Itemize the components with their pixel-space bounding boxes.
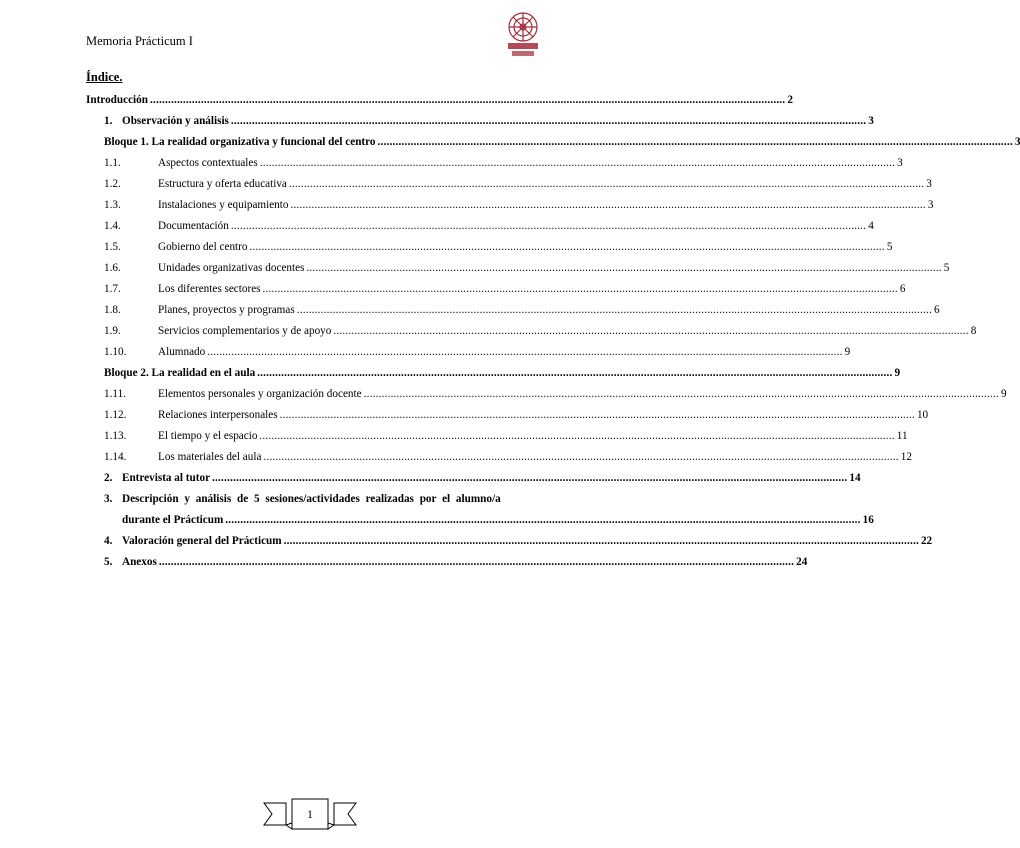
toc-entry-1-7[interactable]	[86, 279, 906, 300]
toc-number: 1.14.	[104, 451, 127, 463]
toc-page: 5	[886, 241, 893, 253]
toc-dots: ....................................................................................................................................................................................................................	[333, 325, 969, 337]
page-number-ribbon	[262, 797, 358, 831]
toc-number: 1.12.	[104, 409, 127, 421]
toc-entry-introduccion[interactable]	[86, 90, 793, 111]
toc-number: 1.9.	[104, 325, 121, 337]
toc-label: Estructura y oferta educativa	[158, 178, 287, 190]
table-of-contents	[86, 90, 1020, 573]
toc-label: Servicios complementarios y de apoyo	[158, 325, 332, 337]
toc-number: 1.6.	[104, 262, 121, 274]
toc-page: 3	[868, 115, 874, 127]
toc-label: Planes, proyectos y programas	[158, 304, 295, 316]
toc-entry-1-1[interactable]	[86, 153, 903, 174]
toc-label: Bloque 1. La realidad organizativa y funcional del centro	[104, 136, 376, 148]
toc-number: 1.	[104, 115, 113, 127]
index-heading: Índice.	[86, 70, 123, 84]
toc-dots: ....................................................................................................................................................................................................................	[283, 535, 919, 547]
toc-label: Anexos	[122, 556, 157, 568]
toc-dots: ....................................................................................................................................................................................................................	[225, 514, 861, 526]
toc-page: 3	[927, 199, 934, 211]
toc-page: 5	[943, 262, 950, 274]
toc-dots: ....................................................................................................................................................................................................................	[263, 451, 899, 463]
toc-page: 10	[916, 409, 929, 421]
toc-page: 11	[896, 430, 908, 442]
toc-dots: ....................................................................................................................................................................................................................	[296, 304, 933, 316]
toc-page: 6	[934, 304, 940, 316]
toc-entry-entrevista[interactable]	[86, 468, 861, 489]
toc-entry-valoracion[interactable]	[86, 531, 933, 552]
toc-number: 1.3.	[104, 199, 121, 211]
toc-page: 16	[862, 514, 874, 526]
toc-number: 4.	[104, 535, 113, 547]
toc-number: 1.10.	[104, 346, 127, 358]
toc-dots: ....................................................................................................................................................................................................................	[230, 115, 867, 127]
toc-page: 3	[926, 178, 932, 190]
university-logo	[506, 10, 540, 60]
toc-label: Los diferentes sectores	[158, 283, 261, 295]
toc-page: 24	[796, 556, 808, 568]
toc-number: 1.1.	[104, 157, 121, 169]
toc-page: 14	[849, 472, 861, 484]
toc-dots: ....................................................................................................................................................................................................................	[377, 136, 1013, 148]
toc-label: Introducción	[86, 94, 148, 106]
toc-dots: ....................................................................................................................................................................................................................	[288, 178, 925, 190]
toc-label: Instalaciones y equipamiento	[158, 199, 289, 211]
toc-dots: ....................................................................................................................................................................................................................	[149, 94, 786, 106]
toc-entry-1-5[interactable]	[86, 237, 893, 258]
toc-number: 1.13.	[104, 430, 127, 442]
toc-number: 1.2.	[104, 178, 121, 190]
toc-label: Entrevista al tutor	[122, 472, 211, 484]
toc-number: 1.4.	[104, 220, 121, 232]
toc-label: Gobierno del centro	[158, 241, 248, 253]
toc-dots: ....................................................................................................................................................................................................................	[158, 556, 795, 568]
toc-label: Los materiales del aula	[158, 451, 262, 463]
toc-label: El tiempo y el espacio	[158, 430, 258, 442]
toc-entry-observacion[interactable]	[86, 111, 874, 132]
page-number: 1	[307, 807, 313, 821]
toc-entry-1-6[interactable]	[86, 258, 950, 279]
toc-number: 1.5.	[104, 241, 121, 253]
toc-page: 9	[894, 367, 901, 379]
toc-label: Observación y análisis	[122, 115, 229, 127]
toc-page: 3	[897, 157, 903, 169]
toc-label: Bloque 2. La realidad en el aula	[104, 367, 256, 379]
toc-label: Descripción y análisis de 5 sesiones/actividades realizadas por el alumno/a	[122, 493, 501, 505]
toc-dots: ....................................................................................................................................................................................................................	[259, 430, 895, 442]
toc-entry-1-9[interactable]	[86, 321, 977, 342]
toc-dots: ....................................................................................................................................................................................................................	[257, 367, 893, 379]
toc-page: 9	[1000, 388, 1007, 400]
toc-page: 9	[844, 346, 851, 358]
toc-dots: ....................................................................................................................................................................................................................	[249, 241, 885, 253]
toc-entry-bloque-1[interactable]	[86, 132, 1020, 153]
toc-label: Documentación	[158, 220, 229, 232]
toc-dots: ....................................................................................................................................................................................................................	[259, 157, 896, 169]
toc-page: 22	[920, 535, 933, 547]
toc-dots: ....................................................................................................................................................................................................................	[207, 346, 843, 358]
toc-entry-1-14[interactable]	[86, 447, 912, 468]
toc-entry-1-8[interactable]	[86, 300, 940, 321]
toc-entry-1-3[interactable]	[86, 195, 934, 216]
toc-label: Elementos personales y organización docente	[158, 388, 362, 400]
toc-entry-descripcion[interactable]	[86, 489, 541, 510]
toc-label: Valoración general del Prácticum	[122, 535, 282, 547]
toc-entry-descripcion-cont[interactable]	[86, 510, 874, 531]
header-title: Memoria Prácticum I	[86, 34, 193, 48]
toc-dots: ....................................................................................................................................................................................................................	[230, 220, 867, 232]
toc-number: 5.	[104, 556, 113, 568]
toc-number: 1.7.	[104, 283, 121, 295]
toc-entry-1-12[interactable]	[86, 405, 929, 426]
toc-entry-1-2[interactable]	[86, 174, 932, 195]
toc-label: Alumnado	[158, 346, 206, 358]
toc-entry-bloque-2[interactable]	[86, 363, 901, 384]
toc-number: 1.8.	[104, 304, 121, 316]
toc-label: Relaciones interpersonales	[158, 409, 278, 421]
toc-page: 8	[970, 325, 977, 337]
toc-label: Aspectos contextuales	[158, 157, 258, 169]
toc-dots: ....................................................................................................................................................................................................................	[212, 472, 848, 484]
toc-entry-1-10[interactable]	[86, 342, 851, 363]
toc-dots: ....................................................................................................................................................................................................................	[279, 409, 915, 421]
toc-page: 2	[787, 94, 793, 106]
toc-entry-1-4[interactable]	[86, 216, 874, 237]
toc-number: 2.	[104, 472, 113, 484]
toc-dots: ....................................................................................................................................................................................................................	[290, 199, 926, 211]
toc-number: 3.	[104, 493, 113, 505]
toc-number: 1.11.	[104, 388, 126, 400]
toc-entry-1-13[interactable]	[86, 426, 908, 447]
toc-label: Unidades organizativas docentes	[158, 262, 305, 274]
toc-page: 12	[900, 451, 912, 463]
toc-dots: ....................................................................................................................................................................................................................	[363, 388, 999, 400]
toc-entry-1-11[interactable]	[86, 384, 1007, 405]
toc-page: 6	[899, 283, 906, 295]
toc-label-continued: durante el Prácticum	[122, 514, 224, 526]
toc-page: 3	[1014, 136, 1020, 148]
toc-entry-anexos[interactable]	[86, 552, 808, 573]
toc-page: 4	[868, 220, 874, 232]
toc-dots: ....................................................................................................................................................................................................................	[306, 262, 942, 274]
toc-dots: ....................................................................................................................................................................................................................	[262, 283, 898, 295]
